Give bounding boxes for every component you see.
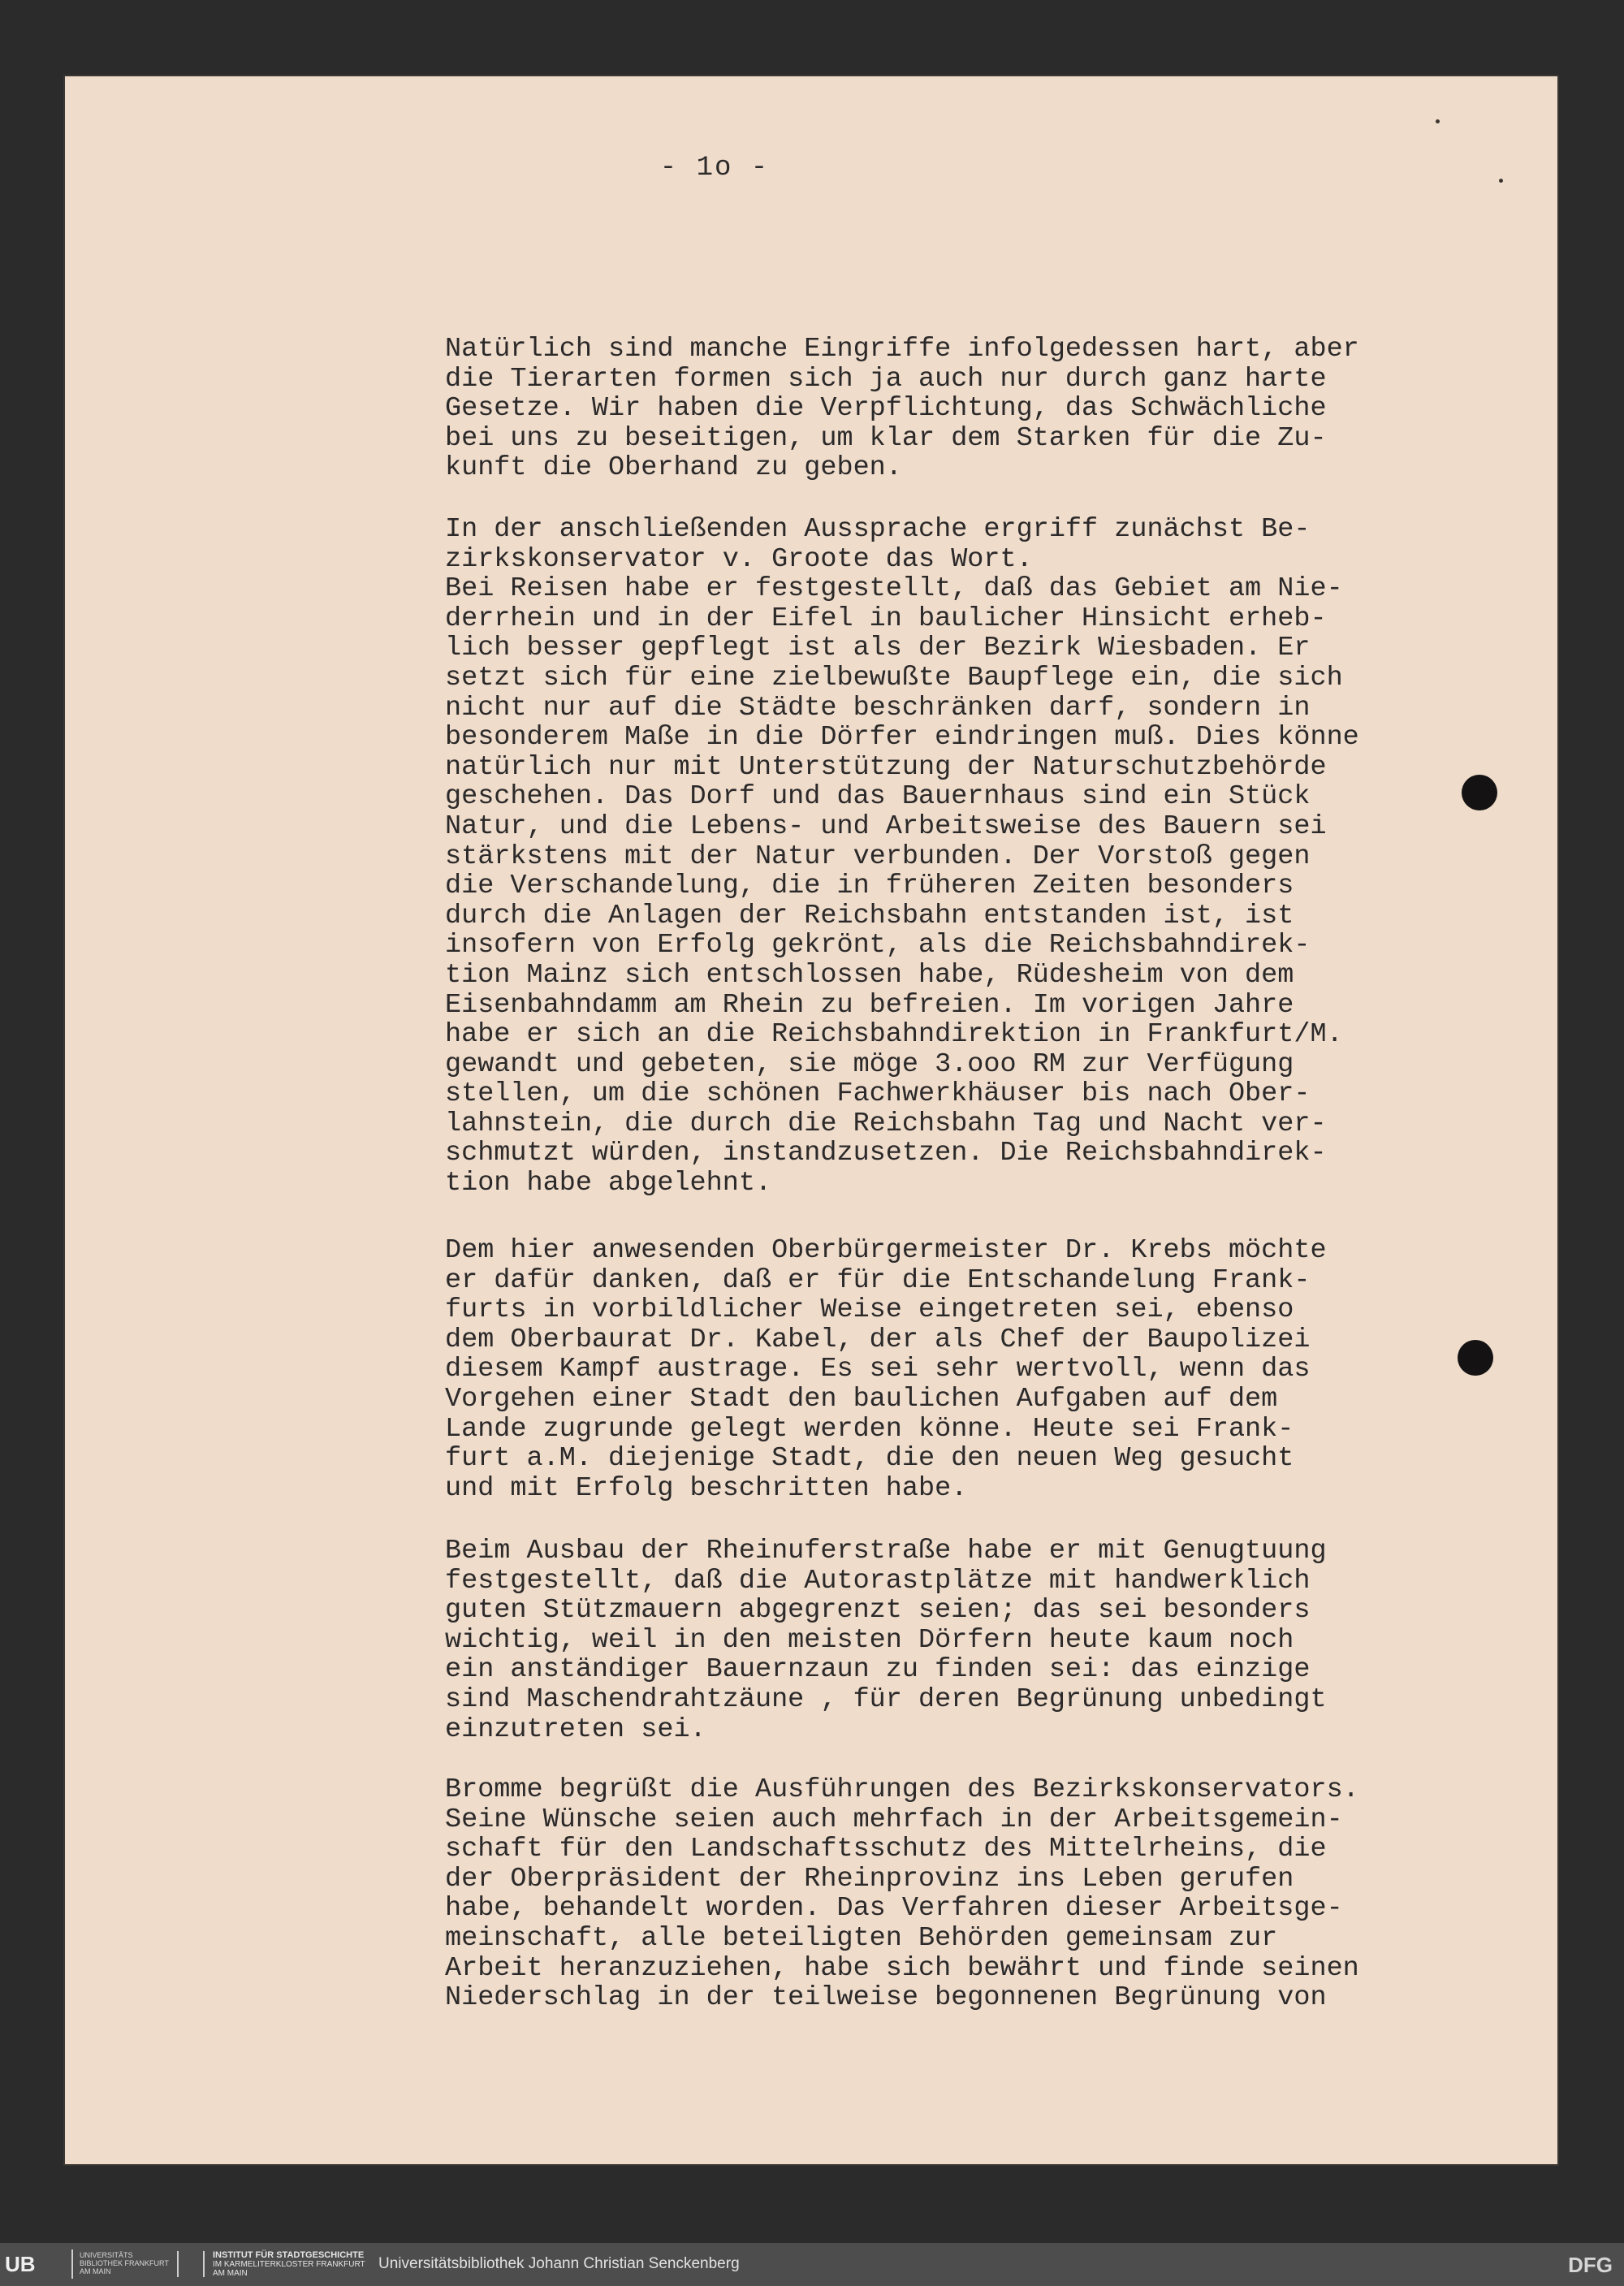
text-line: ein anständiger Bauernzaun zu finden sei: das einzige	[445, 1654, 1311, 1686]
text-line: lich besser gepflegt ist als der Bezirk Wiesbaden. Er	[445, 633, 1311, 664]
text-line: guten Stützmauern abgegrenzt seien; das sei besonders	[445, 1595, 1311, 1627]
page-number: - 1o -	[659, 153, 770, 184]
institute-logo-icon	[177, 2251, 205, 2277]
text-line: wichtig, weil in den meisten Dörfern heute kaum noch	[445, 1624, 1294, 1656]
paragraph	[445, 335, 1468, 483]
text-line: gewandt und gebeten, sie möge 3.ooo RM zur Verfügung	[445, 1048, 1294, 1080]
text-line: festgestellt, daß die Autorastplätze mit handwerklich	[445, 1565, 1311, 1597]
text-line: natürlich nur mit Unterstützung der Naturschutzbehörde	[445, 751, 1327, 783]
text-line: lahnstein, die durch die Reichsbahn Tag und Nacht ver-	[445, 1108, 1327, 1139]
text-line: furts in vorbildlicher Weise eingetreten sei, ebenso	[445, 1294, 1294, 1326]
text-line: stärkstens mit der Natur verbunden. Der Vorstoß gegen	[445, 841, 1311, 872]
text-line: Vorgehen einer Stadt den baulichen Aufgaben auf dem	[445, 1383, 1278, 1415]
text-line: furt a.M. diejenige Stadt, die den neuen Weg gesucht	[445, 1443, 1294, 1475]
text-line: habe er sich an die Reichsbahndirektion in Frankfurt/M.	[445, 1019, 1343, 1051]
paper-speck	[1436, 119, 1440, 123]
text-line: tion habe abgelehnt.	[445, 1168, 772, 1199]
text-line: habe, behandelt worden. Das Verfahren dieser Arbeitsge-	[445, 1893, 1343, 1925]
text-line: meinschaft, alle beteiligten Behörden gemeinsam zur	[445, 1922, 1278, 1954]
text-line: diesem Kampf austrage. Es sei sehr wertvoll, wenn das	[445, 1354, 1311, 1385]
text-line: schaft für den Landschaftsschutz des Mittelrheins, die	[445, 1834, 1327, 1865]
punch-hole	[1462, 775, 1497, 810]
text-line: einzutreten sei.	[445, 1713, 706, 1745]
text-line: Natur, und die Lebens- und Arbeitsweise des Bauern sei	[445, 810, 1327, 842]
text-line: Arbeit heranzuziehen, habe sich bewährt und finde seinen	[445, 1952, 1359, 1984]
institute-name[interactable]	[213, 2251, 375, 2278]
ub-logo-subtitle: UNIVERSITÄTS BIBLIOTHEK FRANKFURT AM MAIN	[80, 2251, 169, 2275]
text-line: derrhein und in der Eifel in baulicher Hinsicht erheb-	[445, 603, 1327, 634]
paragraph	[445, 1236, 1468, 1503]
footer-bar	[0, 2243, 1624, 2286]
text-line: kunft die Oberhand zu geben.	[445, 452, 902, 484]
text-line: Bei Reisen habe er festgestellt, daß das Gebiet am Nie-	[445, 573, 1343, 605]
text-line: sind Maschendrahtzäune , für deren Begrünung unbedingt	[445, 1683, 1327, 1715]
institute-subtitle: IM KARMELITERKLOSTER FRANKFURT AM MAIN	[213, 2260, 365, 2278]
text-line: zirkskonservator v. Groote das Wort.	[445, 543, 1033, 575]
text-line: Natürlich sind manche Eingriffe infolgedessen hart, aber	[445, 334, 1359, 365]
text-line: er dafür danken, daß er für die Entschandelung Frank-	[445, 1264, 1311, 1296]
text-line: Lande zugrunde gelegt werden könne. Heute sei Frank-	[445, 1413, 1294, 1445]
institute-title: INSTITUT FÜR STADTGESCHICHTE	[213, 2250, 365, 2260]
text-line: Bromme begrüßt die Ausführungen des Bezirkskonservators.	[445, 1774, 1359, 1805]
paragraph	[445, 1775, 1468, 2013]
text-line: nicht nur auf die Städte beschränken darf, sondern in	[445, 692, 1311, 724]
text-line: dem Oberbaurat Dr. Kabel, der als Chef der Baupolizei	[445, 1324, 1311, 1355]
text-line: In der anschließenden Aussprache ergriff zunächst Be-	[445, 514, 1311, 545]
text-line: bei uns zu beseitigen, um klar dem Starken für die Zu-	[445, 422, 1327, 454]
text-line: tion Mainz sich entschlossen habe, Rüdesheim von dem	[445, 959, 1294, 991]
library-name: Universitätsbibliothek Johann Christian Senckenberg	[378, 2255, 740, 2272]
text-line: Niederschlag in der teilweise begonnenen Begrünung von	[445, 1982, 1327, 2014]
paragraph	[445, 1536, 1468, 1744]
text-line: und mit Erfolg beschritten habe.	[445, 1472, 968, 1504]
paragraph	[445, 515, 1468, 1199]
text-line: setzt sich für eine zielbewußte Baupflege ein, die sich	[445, 662, 1343, 694]
text-line: Gesetze. Wir haben die Verpflichtung, das Schwächliche	[445, 393, 1327, 425]
punch-hole	[1458, 1340, 1493, 1376]
paper-speck	[1499, 179, 1503, 183]
text-line: der Oberpräsident der Rheinprovinz ins Leben gerufen	[445, 1863, 1294, 1895]
text-line: schmutzt würden, instandzusetzen. Die Reichsbahndirek-	[445, 1138, 1327, 1169]
text-line: Dem hier anwesenden Oberbürgermeister Dr. Krebs möchte	[445, 1235, 1327, 1266]
text-line: die Verschandelung, die in früheren Zeiten besonders	[445, 871, 1294, 902]
ub-logo[interactable]: UB	[5, 2249, 73, 2279]
dfg-logo[interactable]: DFG	[1568, 2253, 1613, 2277]
text-line: besonderem Maße in die Dörfer eindringen muß. Dies könne	[445, 722, 1359, 754]
text-line: geschehen. Das Dorf und das Bauernhaus sind ein Stück	[445, 781, 1311, 813]
text-line: Beim Ausbau der Rheinuferstraße habe er mit Genugtuung	[445, 1536, 1327, 1566]
text-line: Seine Wünsche seien auch mehrfach in der Arbeitsgemein-	[445, 1804, 1343, 1835]
text-line: durch die Anlagen der Reichsbahn entstanden ist, ist	[445, 900, 1294, 931]
text-line: die Tierarten formen sich ja auch nur durch ganz harte	[445, 363, 1327, 395]
text-line: insofern von Erfolg gekrönt, als die Reichsbahndirek-	[445, 930, 1311, 962]
text-line: Eisenbahndamm am Rhein zu befreien. Im vorigen Jahre	[445, 989, 1294, 1021]
text-line: stellen, um die schönen Fachwerkhäuser bis nach Ober-	[445, 1078, 1311, 1110]
